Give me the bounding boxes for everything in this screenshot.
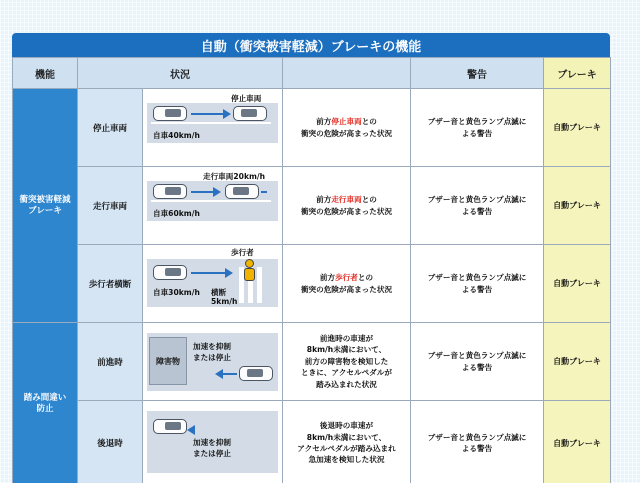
ego-speed-label: 自車30km/h	[153, 288, 200, 297]
table-row	[13, 323, 611, 401]
warning-cell	[411, 245, 544, 323]
cond-prefix: 前方	[316, 117, 332, 127]
cond-line: 前進時の車速が	[319, 334, 374, 344]
cond-line2: 衝突の危険が高まった状況	[300, 206, 393, 216]
condition-moving-vehicle	[283, 167, 411, 245]
warn-line2: よる警告	[461, 444, 493, 453]
ego-speed-label: 自車60km/h	[153, 209, 200, 218]
arrow-right-icon	[223, 109, 231, 119]
cond-line: 急加速を検知した状況	[308, 455, 385, 465]
arrow-line	[191, 191, 215, 193]
group-label-line1: 踏み間違い	[23, 393, 67, 404]
lane-line	[151, 122, 271, 124]
warning-cell	[411, 89, 544, 167]
arrow-left-icon	[187, 425, 195, 435]
warning-cell	[411, 323, 544, 401]
note-line1: 加速を抑制	[193, 438, 231, 447]
condition-reverse	[283, 401, 411, 483]
cross-label: 横断	[211, 288, 227, 297]
arrow-line	[191, 272, 227, 274]
warn-line1: ブザー音と黄色ランプ点滅に	[427, 432, 527, 442]
cond-suffix: との	[357, 273, 374, 283]
cond-line: 8km/h未満において、	[306, 345, 387, 355]
cond-line: 前方の障害物を検知した	[304, 356, 389, 366]
ego-car-icon	[153, 106, 187, 121]
sub-forward: 前進時	[78, 323, 143, 401]
ego-car-icon	[239, 366, 273, 381]
cross-speed-label: 5km/h	[211, 297, 238, 306]
table-row	[13, 89, 611, 167]
brake-cell: 自動ブレーキ	[544, 323, 611, 401]
group-label-line2: 防止	[36, 404, 54, 414]
note-line2: または停止	[193, 449, 231, 458]
group-label-line1: 衝突被害軽減	[19, 194, 71, 205]
cond-suffix: との	[361, 195, 377, 205]
arrow-line	[223, 373, 237, 375]
warn-line1: ブザー音と黄色ランプ点滅に	[427, 351, 527, 361]
obstacle-block: 障害物	[149, 337, 187, 385]
note-line1: 加速を抑制	[193, 342, 231, 351]
cond-line2: 衝突の危険が高まった状況	[300, 128, 393, 138]
cond-highlight: 歩行者	[335, 273, 358, 283]
arrow-right-icon	[225, 268, 233, 278]
sub-moving-vehicle: 走行車両	[78, 167, 143, 245]
warn-line2: よる警告	[461, 284, 493, 294]
warn-line2: よる警告	[461, 128, 493, 138]
arrow-line	[261, 191, 267, 193]
target-label: 走行車両20km/h	[203, 172, 266, 181]
condition-pedestrian	[283, 245, 411, 323]
page-title: 自動（衝突被害軽減）ブレーキの機能	[12, 33, 610, 57]
sub-pedestrian: 歩行者横断	[78, 245, 143, 323]
arrow-right-icon	[213, 187, 221, 197]
scene-stopped-vehicle	[143, 89, 283, 167]
brake-cell: 自動ブレーキ	[544, 245, 611, 323]
group-label-line2: ブレーキ	[28, 205, 62, 216]
table-row	[13, 245, 611, 323]
ego-speed-label: 自車40km/h	[153, 131, 200, 140]
header-situation: 状況	[78, 58, 283, 89]
scene-forward	[143, 323, 283, 401]
warn-line2: よる警告	[461, 206, 493, 216]
lane-line	[151, 200, 271, 202]
warn-line1: ブザー音と黄色ランプ点滅に	[427, 273, 527, 283]
warn-line1: ブザー音と黄色ランプ点滅に	[427, 195, 527, 205]
scene-moving-vehicle	[143, 167, 283, 245]
moving-car-icon	[225, 184, 259, 199]
target-label: 停止車両	[231, 94, 262, 103]
cond-line: 踏み込まれた状況	[316, 379, 377, 389]
warn-line1: ブザー音と黄色ランプ点滅に	[427, 117, 527, 127]
header-condition	[283, 58, 411, 89]
cond-line: 8km/h未満において、	[306, 432, 387, 442]
ego-car-icon	[153, 419, 187, 434]
arrow-line	[191, 113, 225, 115]
sub-stopped-vehicle: 停止車両	[78, 89, 143, 167]
condition-stopped-vehicle	[283, 89, 411, 167]
warn-line2: よる警告	[461, 362, 493, 372]
scene-pedestrian	[143, 245, 283, 323]
cond-line: 後退時の車速が	[319, 421, 374, 431]
group-collision-mitigation	[13, 89, 78, 323]
header-brake: ブレーキ	[544, 58, 611, 89]
table-header-row	[13, 58, 611, 89]
brake-cell: 自動ブレーキ	[544, 89, 611, 167]
sub-reverse: 後退時	[78, 401, 143, 483]
cond-suffix: との	[361, 117, 377, 127]
arrow-left-icon	[215, 369, 223, 379]
cond-prefix: 前方	[316, 195, 332, 205]
cond-line: アクセルペダルが踏み込まれ	[297, 444, 396, 453]
target-label: 歩行者	[231, 248, 254, 257]
cond-highlight: 停止車両	[331, 117, 362, 127]
cond-line: ときに、アクセルペダルが	[301, 368, 392, 378]
warning-cell	[411, 401, 544, 483]
table-row	[13, 167, 611, 245]
pedestrian-icon	[243, 259, 256, 281]
condition-forward	[283, 323, 411, 401]
brake-cell: 自動ブレーキ	[544, 401, 611, 483]
group-pedal-misapplication	[13, 323, 78, 483]
cond-line2: 衝突の危険が高まった状況	[300, 284, 393, 294]
function-table	[12, 57, 611, 483]
cond-prefix: 前方	[319, 273, 336, 283]
table-row	[13, 401, 611, 483]
warning-cell	[411, 167, 544, 245]
cond-highlight: 走行車両	[331, 195, 362, 205]
header-function: 機能	[13, 58, 78, 89]
note-line2: または停止	[193, 353, 231, 362]
header-warning: 警告	[411, 58, 544, 89]
ego-car-icon	[153, 265, 187, 280]
brake-cell: 自動ブレーキ	[544, 167, 611, 245]
ego-car-icon	[153, 184, 187, 199]
scene-reverse	[143, 401, 283, 483]
stopped-car-icon	[233, 106, 267, 121]
